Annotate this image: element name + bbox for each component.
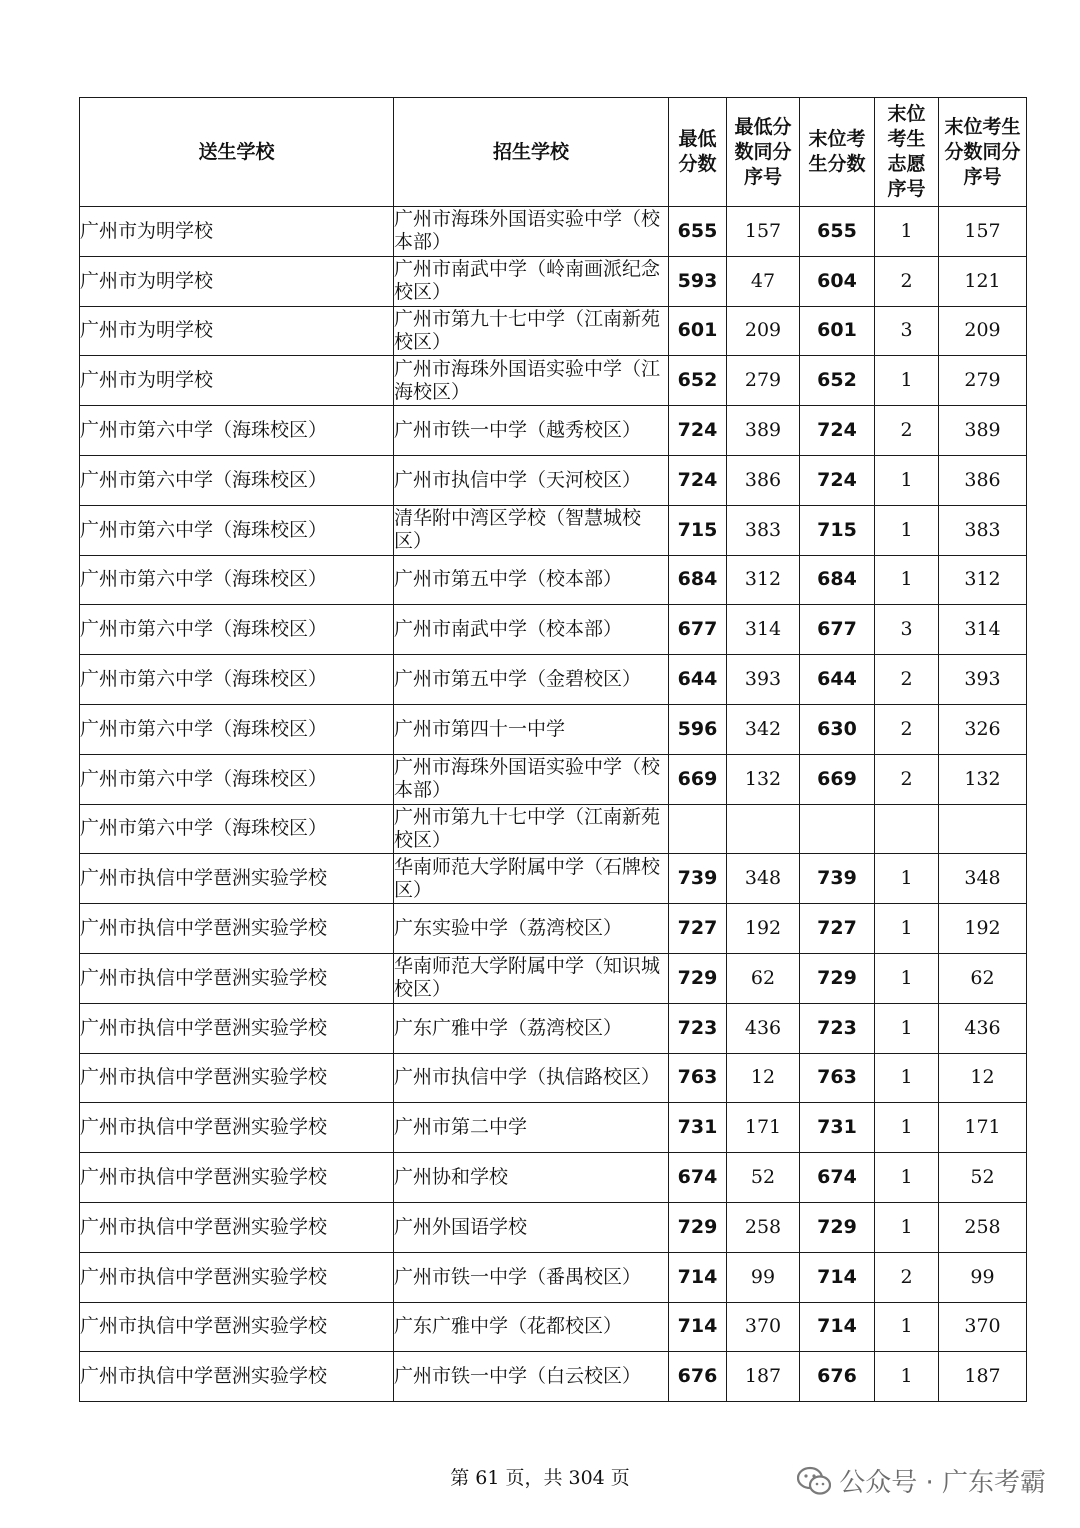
cell-recv-school: 广东实验中学（荔湾校区） — [394, 904, 669, 954]
table-body — [80, 207, 1027, 1402]
cell-last-score: 644 — [800, 655, 875, 705]
cell-min-score: 655 — [669, 207, 727, 257]
cell-last-wish: 3 — [875, 306, 939, 356]
cell-min-same-seq: 209 — [727, 306, 800, 356]
cell-min-same-seq: 132 — [727, 754, 800, 804]
cell-last-same-seq: 312 — [939, 555, 1027, 605]
table-row — [80, 904, 1027, 954]
table-row — [80, 1103, 1027, 1153]
cell-send-school: 广州市为明学校 — [80, 207, 394, 257]
table-row — [80, 754, 1027, 804]
cell-min-score: 669 — [669, 754, 727, 804]
table-row — [80, 605, 1027, 655]
cell-min-same-seq: 171 — [727, 1103, 800, 1153]
admission-score-table — [79, 97, 1027, 1402]
cell-min-score: 727 — [669, 904, 727, 954]
cell-min-score: 676 — [669, 1352, 727, 1402]
cell-last-wish: 2 — [875, 754, 939, 804]
cell-last-same-seq: 187 — [939, 1352, 1027, 1402]
cell-send-school: 广州市第六中学（海珠校区） — [80, 505, 394, 555]
cell-send-school: 广州市执信中学琶洲实验学校 — [80, 1053, 394, 1103]
table-row — [80, 1352, 1027, 1402]
cell-recv-school: 清华附中湾区学校（智慧城校区） — [394, 505, 669, 555]
watermark — [797, 1462, 1046, 1499]
cell-min-score: 723 — [669, 1003, 727, 1053]
cell-recv-school: 广州市铁一中学（白云校区） — [394, 1352, 669, 1402]
cell-min-same-seq: 314 — [727, 605, 800, 655]
table-row — [80, 1003, 1027, 1053]
cell-recv-school: 广州市执信中学（执信路校区） — [394, 1053, 669, 1103]
cell-last-score — [800, 804, 875, 854]
cell-min-same-seq: 157 — [727, 207, 800, 257]
cell-recv-school: 广东广雅中学（荔湾校区） — [394, 1003, 669, 1053]
table-row — [80, 505, 1027, 555]
cell-send-school: 广州市执信中学琶洲实验学校 — [80, 953, 394, 1003]
cell-last-same-seq: 386 — [939, 455, 1027, 505]
cell-last-same-seq: 279 — [939, 356, 1027, 406]
cell-last-score: 684 — [800, 555, 875, 605]
cell-last-same-seq: 99 — [939, 1252, 1027, 1302]
cell-last-wish: 1 — [875, 1003, 939, 1053]
cell-last-same-seq: 393 — [939, 655, 1027, 705]
cell-last-score: 652 — [800, 356, 875, 406]
table-row — [80, 455, 1027, 505]
cell-min-score: 714 — [669, 1302, 727, 1352]
cell-last-wish: 2 — [875, 406, 939, 456]
cell-recv-school: 广州市海珠外国语实验中学（校本部） — [394, 207, 669, 257]
cell-last-score: 630 — [800, 704, 875, 754]
cell-last-wish: 1 — [875, 356, 939, 406]
cell-last-score: 731 — [800, 1103, 875, 1153]
cell-send-school: 广州市执信中学琶洲实验学校 — [80, 904, 394, 954]
table-row — [80, 953, 1027, 1003]
cell-min-same-seq: 312 — [727, 555, 800, 605]
cell-min-score — [669, 804, 727, 854]
cell-last-score: 601 — [800, 306, 875, 356]
cell-last-score: 655 — [800, 207, 875, 257]
cell-recv-school: 广州市第五中学（校本部） — [394, 555, 669, 605]
cell-last-wish: 1 — [875, 904, 939, 954]
cell-recv-school: 广州市第九十七中学（江南新苑校区） — [394, 306, 669, 356]
cell-last-wish: 1 — [875, 1103, 939, 1153]
cell-send-school: 广州市第六中学（海珠校区） — [80, 754, 394, 804]
header-last-score: 末位考 生分数 — [800, 98, 875, 207]
cell-send-school: 广州市第六中学（海珠校区） — [80, 406, 394, 456]
table-row — [80, 1153, 1027, 1203]
cell-last-score: 674 — [800, 1153, 875, 1203]
cell-min-same-seq: 370 — [727, 1302, 800, 1352]
cell-min-same-seq: 12 — [727, 1053, 800, 1103]
cell-last-wish: 1 — [875, 953, 939, 1003]
cell-last-wish: 1 — [875, 1202, 939, 1252]
cell-last-wish: 1 — [875, 1053, 939, 1103]
cell-min-score: 739 — [669, 854, 727, 904]
cell-min-score: 715 — [669, 505, 727, 555]
cell-last-same-seq: 383 — [939, 505, 1027, 555]
cell-min-same-seq: 383 — [727, 505, 800, 555]
cell-last-wish: 1 — [875, 1153, 939, 1203]
table-header-row — [80, 98, 1027, 207]
cell-recv-school: 广州市第四十一中学 — [394, 704, 669, 754]
cell-send-school: 广州市为明学校 — [80, 306, 394, 356]
cell-last-score: 724 — [800, 406, 875, 456]
table-row — [80, 207, 1027, 257]
cell-send-school: 广州市执信中学琶洲实验学校 — [80, 1202, 394, 1252]
cell-last-same-seq: 132 — [939, 754, 1027, 804]
cell-send-school: 广州市执信中学琶洲实验学校 — [80, 1352, 394, 1402]
cell-last-score: 714 — [800, 1302, 875, 1352]
cell-min-same-seq: 62 — [727, 953, 800, 1003]
table-row — [80, 854, 1027, 904]
cell-min-same-seq: 389 — [727, 406, 800, 456]
cell-last-same-seq: 121 — [939, 256, 1027, 306]
cell-send-school: 广州市为明学校 — [80, 356, 394, 406]
cell-last-wish: 2 — [875, 655, 939, 705]
cell-send-school: 广州市为明学校 — [80, 256, 394, 306]
cell-min-same-seq — [727, 804, 800, 854]
cell-min-score: 731 — [669, 1103, 727, 1153]
cell-min-score: 593 — [669, 256, 727, 306]
table-row — [80, 1302, 1027, 1352]
table-row — [80, 1053, 1027, 1103]
cell-recv-school: 广州市铁一中学（越秀校区） — [394, 406, 669, 456]
cell-recv-school: 广州协和学校 — [394, 1153, 669, 1203]
cell-last-same-seq: 389 — [939, 406, 1027, 456]
cell-recv-school: 广州市执信中学（天河校区） — [394, 455, 669, 505]
cell-recv-school: 广州市南武中学（校本部） — [394, 605, 669, 655]
header-recv-school: 招生学校 — [394, 98, 669, 207]
cell-min-score: 644 — [669, 655, 727, 705]
cell-send-school: 广州市第六中学（海珠校区） — [80, 605, 394, 655]
cell-min-same-seq: 52 — [727, 1153, 800, 1203]
cell-min-score: 724 — [669, 455, 727, 505]
cell-last-wish — [875, 804, 939, 854]
cell-last-same-seq — [939, 804, 1027, 854]
wechat-icon — [797, 1466, 831, 1496]
cell-min-same-seq: 99 — [727, 1252, 800, 1302]
cell-send-school: 广州市执信中学琶洲实验学校 — [80, 1153, 394, 1203]
cell-last-same-seq: 436 — [939, 1003, 1027, 1053]
cell-last-same-seq: 12 — [939, 1053, 1027, 1103]
table-row — [80, 356, 1027, 406]
cell-last-score: 727 — [800, 904, 875, 954]
cell-min-score: 684 — [669, 555, 727, 605]
header-send-school: 送生学校 — [80, 98, 394, 207]
cell-last-wish: 2 — [875, 1252, 939, 1302]
table-row — [80, 1202, 1027, 1252]
cell-last-same-seq: 157 — [939, 207, 1027, 257]
cell-last-same-seq: 348 — [939, 854, 1027, 904]
cell-send-school: 广州市执信中学琶洲实验学校 — [80, 1252, 394, 1302]
cell-min-same-seq: 187 — [727, 1352, 800, 1402]
cell-min-score: 729 — [669, 1202, 727, 1252]
table-row — [80, 804, 1027, 854]
cell-min-same-seq: 386 — [727, 455, 800, 505]
cell-last-score: 677 — [800, 605, 875, 655]
cell-min-score: 652 — [669, 356, 727, 406]
cell-min-score: 677 — [669, 605, 727, 655]
cell-last-wish: 1 — [875, 1302, 939, 1352]
page-number: 第 61 页，共 304 页 — [450, 1467, 630, 1489]
cell-min-score: 763 — [669, 1053, 727, 1103]
cell-last-same-seq: 171 — [939, 1103, 1027, 1153]
cell-recv-school: 广州市海珠外国语实验中学（校本部） — [394, 754, 669, 804]
cell-last-score: 676 — [800, 1352, 875, 1402]
cell-send-school: 广州市第六中学（海珠校区） — [80, 455, 394, 505]
cell-last-score: 729 — [800, 953, 875, 1003]
cell-send-school: 广州市执信中学琶洲实验学校 — [80, 1103, 394, 1153]
cell-last-same-seq: 370 — [939, 1302, 1027, 1352]
cell-send-school: 广州市执信中学琶洲实验学校 — [80, 1003, 394, 1053]
cell-min-same-seq: 192 — [727, 904, 800, 954]
table-row — [80, 1252, 1027, 1302]
table-row — [80, 406, 1027, 456]
cell-min-score: 729 — [669, 953, 727, 1003]
cell-send-school: 广州市第六中学（海珠校区） — [80, 704, 394, 754]
cell-min-score: 724 — [669, 406, 727, 456]
cell-last-wish: 3 — [875, 605, 939, 655]
cell-last-wish: 2 — [875, 704, 939, 754]
cell-last-wish: 2 — [875, 256, 939, 306]
cell-recv-school: 华南师范大学附属中学（知识城校区） — [394, 953, 669, 1003]
cell-min-same-seq: 436 — [727, 1003, 800, 1053]
cell-send-school: 广州市执信中学琶洲实验学校 — [80, 854, 394, 904]
header-min-score: 最低 分数 — [669, 98, 727, 207]
cell-last-score: 763 — [800, 1053, 875, 1103]
cell-last-wish: 1 — [875, 505, 939, 555]
watermark-text: 公众号 · 广东考霸 — [839, 1468, 1046, 1498]
cell-last-wish: 1 — [875, 207, 939, 257]
cell-recv-school: 广东广雅中学（花都校区） — [394, 1302, 669, 1352]
cell-recv-school: 广州市第五中学（金碧校区） — [394, 655, 669, 705]
cell-last-score: 669 — [800, 754, 875, 804]
cell-min-same-seq: 279 — [727, 356, 800, 406]
table-row — [80, 256, 1027, 306]
cell-last-same-seq: 314 — [939, 605, 1027, 655]
cell-last-same-seq: 326 — [939, 704, 1027, 754]
cell-last-same-seq: 258 — [939, 1202, 1027, 1252]
cell-last-same-seq: 62 — [939, 953, 1027, 1003]
header-last-same-seq: 末位考生 分数同分 序号 — [939, 98, 1027, 207]
cell-send-school: 广州市第六中学（海珠校区） — [80, 804, 394, 854]
cell-last-score: 724 — [800, 455, 875, 505]
cell-min-score: 674 — [669, 1153, 727, 1203]
cell-send-school: 广州市第六中学（海珠校区） — [80, 555, 394, 605]
cell-min-score: 714 — [669, 1252, 727, 1302]
table-row — [80, 655, 1027, 705]
cell-last-wish: 1 — [875, 555, 939, 605]
cell-last-score: 723 — [800, 1003, 875, 1053]
cell-min-same-seq: 47 — [727, 256, 800, 306]
cell-last-score: 739 — [800, 854, 875, 904]
cell-min-score: 596 — [669, 704, 727, 754]
cell-send-school: 广州市第六中学（海珠校区） — [80, 655, 394, 705]
cell-min-same-seq: 393 — [727, 655, 800, 705]
cell-min-same-seq: 342 — [727, 704, 800, 754]
cell-recv-school: 广州市第二中学 — [394, 1103, 669, 1153]
header-min-same-seq: 最低分 数同分 序号 — [727, 98, 800, 207]
table-row — [80, 306, 1027, 356]
table-row — [80, 704, 1027, 754]
table-row — [80, 555, 1027, 605]
cell-last-score: 714 — [800, 1252, 875, 1302]
cell-last-wish: 1 — [875, 455, 939, 505]
cell-recv-school: 广州市南武中学（岭南画派纪念校区） — [394, 256, 669, 306]
cell-recv-school: 广州市第九十七中学（江南新苑校区） — [394, 804, 669, 854]
header-last-wish: 末位 考生 志愿 序号 — [875, 98, 939, 207]
cell-last-score: 729 — [800, 1202, 875, 1252]
cell-min-same-seq: 348 — [727, 854, 800, 904]
cell-recv-school: 华南师范大学附属中学（石牌校区） — [394, 854, 669, 904]
cell-min-score: 601 — [669, 306, 727, 356]
cell-send-school: 广州市执信中学琶洲实验学校 — [80, 1302, 394, 1352]
cell-recv-school: 广州市铁一中学（番禺校区） — [394, 1252, 669, 1302]
cell-last-score: 604 — [800, 256, 875, 306]
cell-last-wish: 1 — [875, 1352, 939, 1402]
cell-last-score: 715 — [800, 505, 875, 555]
cell-recv-school: 广州市海珠外国语实验中学（江海校区） — [394, 356, 669, 406]
cell-last-wish: 1 — [875, 854, 939, 904]
cell-min-same-seq: 258 — [727, 1202, 800, 1252]
cell-last-same-seq: 52 — [939, 1153, 1027, 1203]
cell-last-same-seq: 192 — [939, 904, 1027, 954]
cell-recv-school: 广州外国语学校 — [394, 1202, 669, 1252]
cell-last-same-seq: 209 — [939, 306, 1027, 356]
